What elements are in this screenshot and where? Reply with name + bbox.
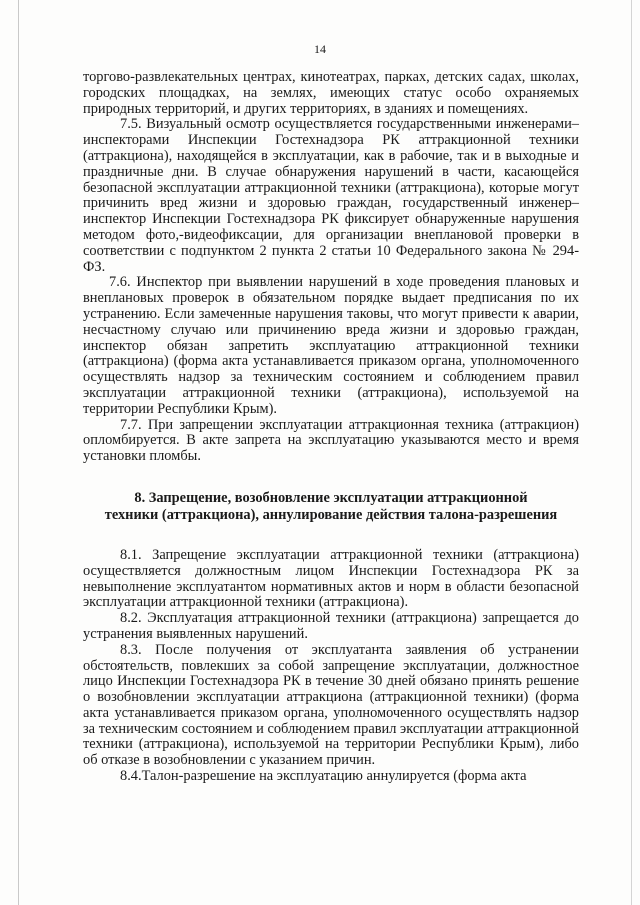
paragraph-8-4: 8.4.Талон-разрешение на эксплуатацию аннулируется (форма акта bbox=[120, 768, 527, 785]
paragraph-7-6: 7.6. Инспектор при выявлении нарушений в ходе проведения плановых и внеплановых проверок в обязательном порядке выдает предписания по их устранению. Если замеченные нарушения таковы, что могут привести к аварии, несчастному случаю или причинению вреда жизни и здоровью граждан, инспектор обязан запретить эксплуатацию аттракционной техники (аттракциона) (форма акта устанавливается приказом органа, уполномоченного осуществлять надзор за техническим состоянием и соблюдением правил эксплуатации аттракционной техники (аттракциона), используемой на территории Республики Крым). bbox=[83, 274, 579, 417]
section-heading bbox=[83, 490, 579, 524]
section-heading-line-1: 8. Запрещение, возобновление эксплуатации аттракционной bbox=[134, 489, 528, 506]
paragraph-continuation: торгово-развлекательных центрах, кинотеатрах, парках, детских садах, школах, городских площадках, на землях, имеющих статус особо охраняемых природных территорий, и других территориях, в зданиях и помещениях. bbox=[83, 69, 579, 117]
paragraph-8-3: 8.3. После получения от эксплуатанта заявления об устранении обстоятельств, повлекших за собой запрещение эксплуатации, должностное лицо Инспекции Гостехнадзора РК в течение 30 дней обязано принять решение о возобновлении эксплуатации аттракциона (аттракционной техники) (форма акта устанавливается приказом органа, уполномоченного осуществлять надзор за техническим состоянием и соблюдением правил эксплуатации аттракционной техники (аттракциона), используемой на территории Республики Крым), либо об отказе в возобновлении с указанием причин. bbox=[83, 641, 579, 769]
section-heading-line-2: техники (аттракциона), аннулирование действия талона-разрешения bbox=[104, 506, 558, 523]
scan-edge-right bbox=[631, 0, 632, 905]
paragraph-8-2: 8.2. Эксплуатация аттракционной техники (аттракциона) запрещается до устранения выявленных нарушений. bbox=[83, 610, 579, 642]
paragraph-7-7: 7.7. При запрещении эксплуатации аттракционная техника (аттракцион) опломбируется. В акте запрета на эксплуатацию указываются место и время установки пломбы. bbox=[83, 416, 579, 465]
paragraph-7-5: 7.5. Визуальный осмотр осуществляется государственными инженерами–инспекторами Инспекции Гостехнадзора РК аттракционной техники (аттракциона), находящейся в эксплуатации, как в рабочие, так и в выходные и праздничные дни. В случае обнаружения нарушений в части, касающейся безопасной эксплуатации аттракционной техники (аттракциона), которые могут причинить вред жизни и здоровью граждан, государственный инженер–инспектор Инспекции Гостехнадзора РК фиксирует обнаруженные нарушения методом фото,-видеофиксации, для организации внеплановой проверки в соответствии с подпунктом 2 пункта 2 статьи 10 Федерального закона № 294-ФЗ. bbox=[83, 116, 579, 275]
page-number: 14 bbox=[314, 42, 326, 56]
scan-edge-left bbox=[18, 0, 19, 905]
paragraph-8-1: 8.1. Запрещение эксплуатации аттракционной техники (аттракциона) осуществляется должностным лицом Инспекции Гостехнадзора РК за невыполнение эксплуатантом нормативных актов и норм в области безопасной эксплуатации аттракционной техники (аттракциона). bbox=[83, 546, 579, 611]
document-body bbox=[83, 70, 579, 785]
